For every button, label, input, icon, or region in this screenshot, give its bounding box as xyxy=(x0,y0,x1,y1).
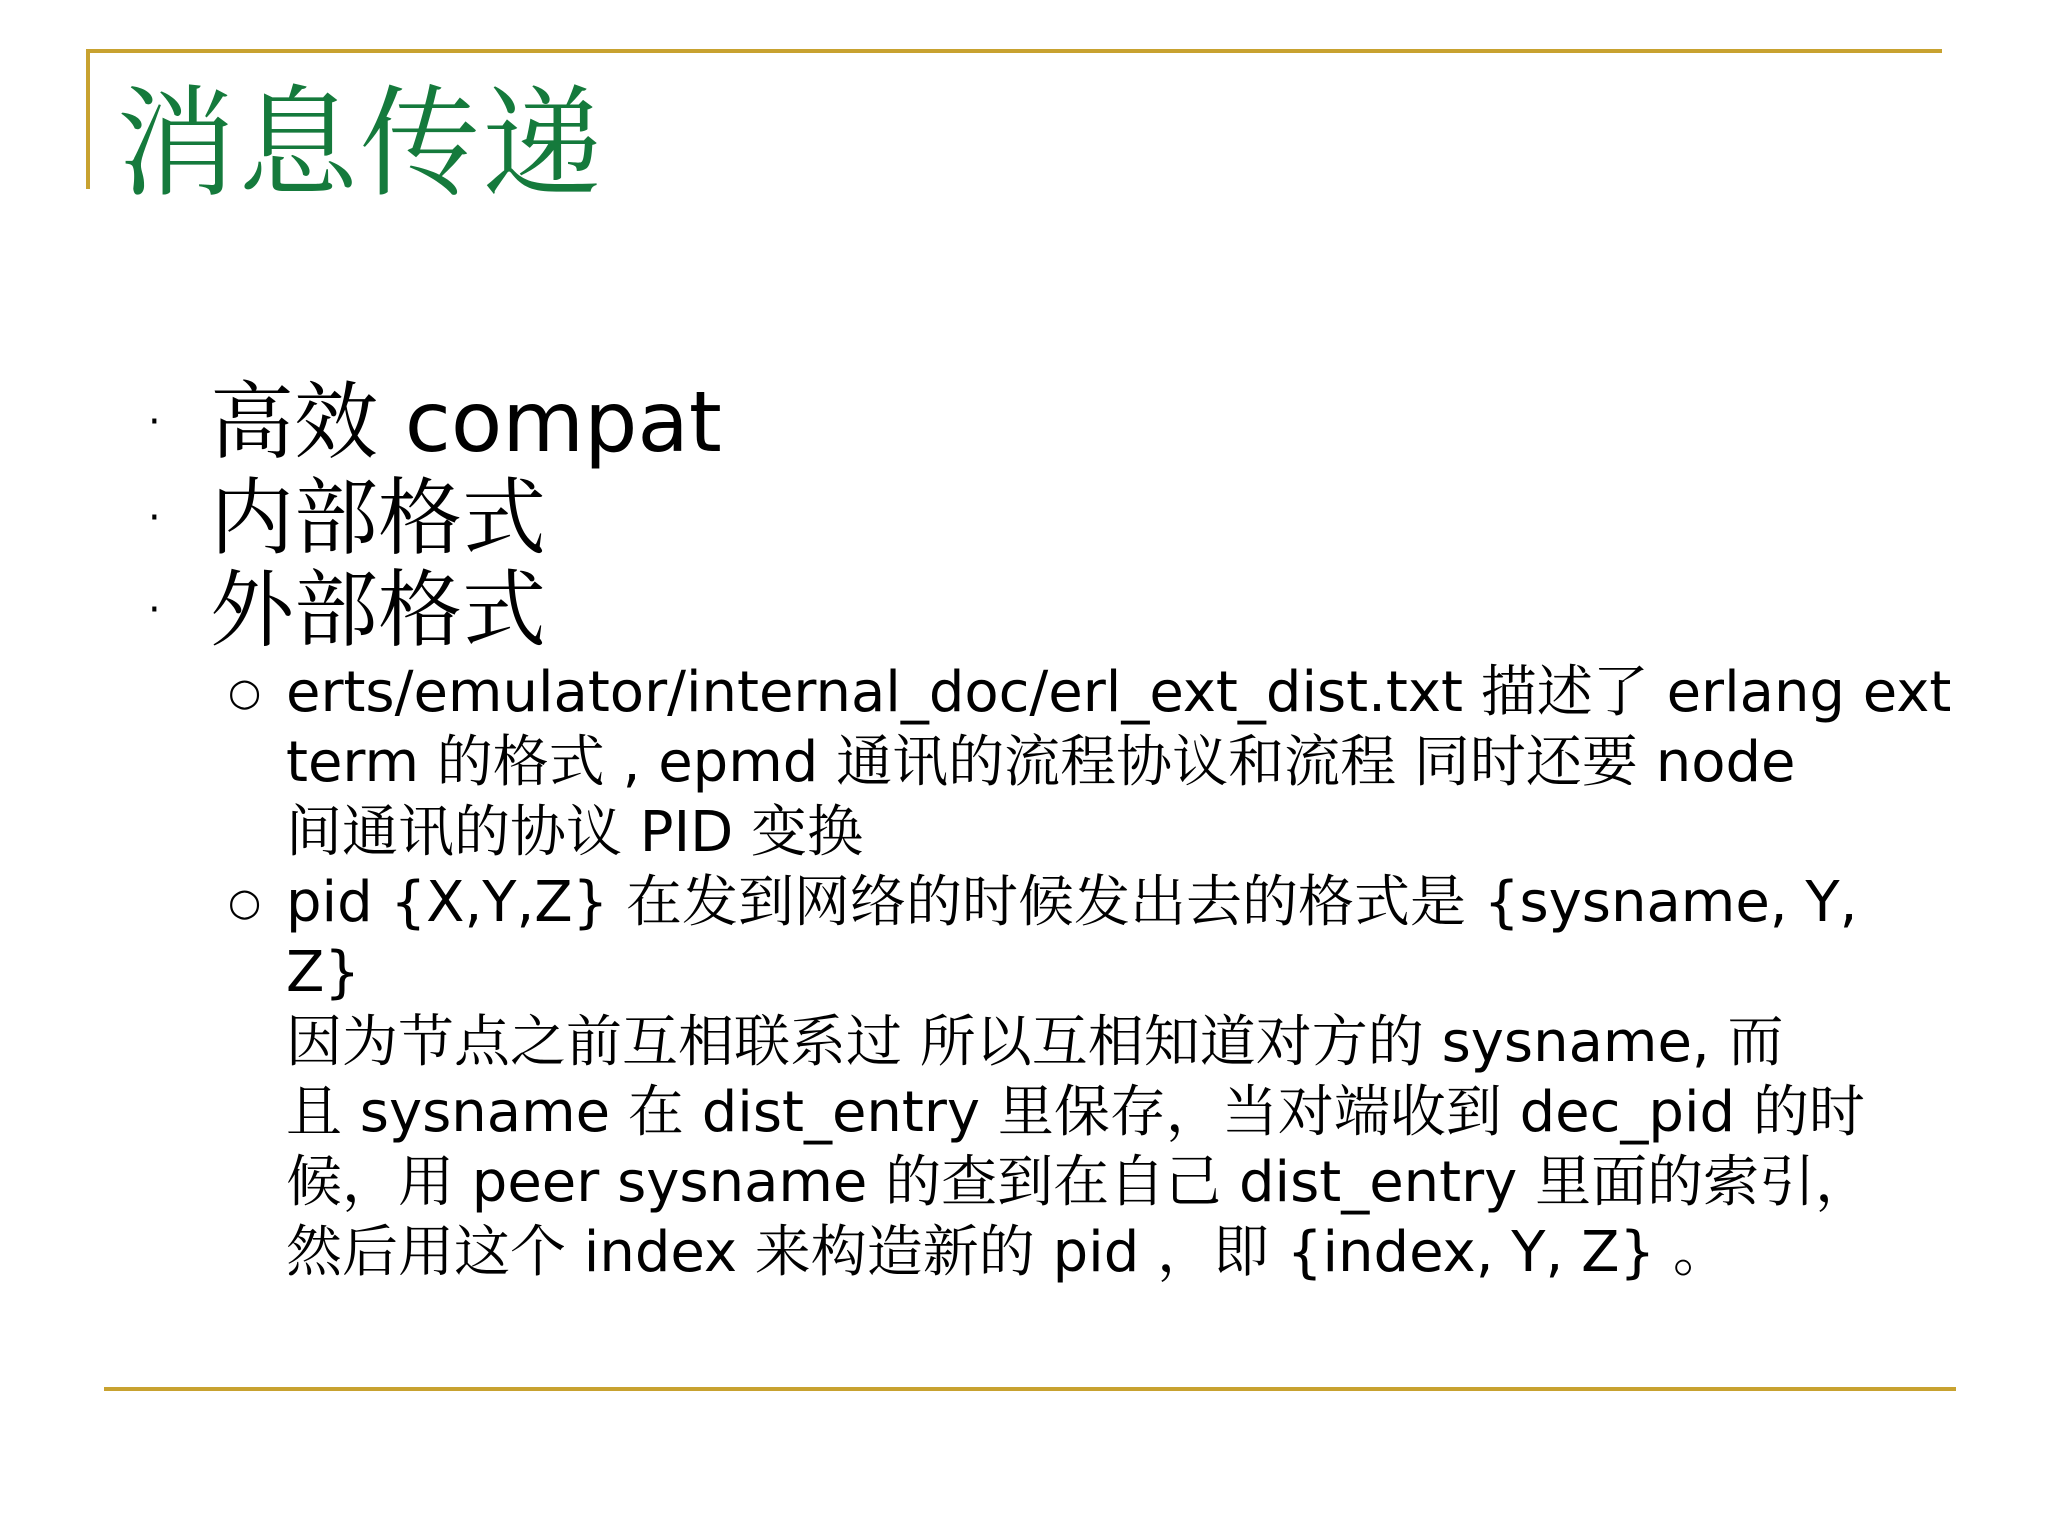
sub-bullet-marker: ○ xyxy=(228,880,262,924)
bullet-text: 高效 compat xyxy=(210,373,722,471)
text-line: 且 sysname 在 dist_entry 里保存，当对端收到 dec_pid 的时 xyxy=(286,1080,1865,1145)
bullet-text: 外部格式 xyxy=(210,561,547,659)
side-accent-rule xyxy=(86,49,90,189)
bullet-marker: · xyxy=(148,399,161,445)
text-line: pid {X,Y,Z} 在发到网络的时候发出去的格式是 {sysname, Y, xyxy=(286,870,1858,935)
sub-bullet-marker: ○ xyxy=(228,670,262,714)
text-line: 间通讯的协议 PID 变换 xyxy=(286,800,864,865)
text-line: term 的格式 , epmd 通讯的流程协议和流程 同时还要 node xyxy=(286,730,1796,795)
text-line: 因为节点之前互相联系过 所以互相知道对方的 sysname, 而 xyxy=(286,1010,1784,1075)
text-line: 然后用这个 index 来构造新的 pid ，即 {index, Y, Z} 。 xyxy=(286,1220,1729,1285)
top-accent-rule xyxy=(86,49,1942,53)
text-line: 候，用 peer sysname 的查到在自己 dist_entry 里面的索引， xyxy=(286,1150,1872,1215)
bullet-text: 内部格式 xyxy=(210,469,547,567)
sub-bullet-text xyxy=(286,658,1952,868)
bullet-marker: · xyxy=(148,495,161,541)
text-line: erts/emulator/internal_doc/erl_ext_dist.txt 描述了 erlang ext xyxy=(286,660,1952,725)
sub-bullet-text xyxy=(286,868,1926,1288)
bottom-accent-rule xyxy=(104,1387,1956,1391)
bullet-marker: · xyxy=(148,587,161,633)
slide-title: 消息传递 xyxy=(116,75,604,214)
text-line: Z} xyxy=(286,940,360,1005)
